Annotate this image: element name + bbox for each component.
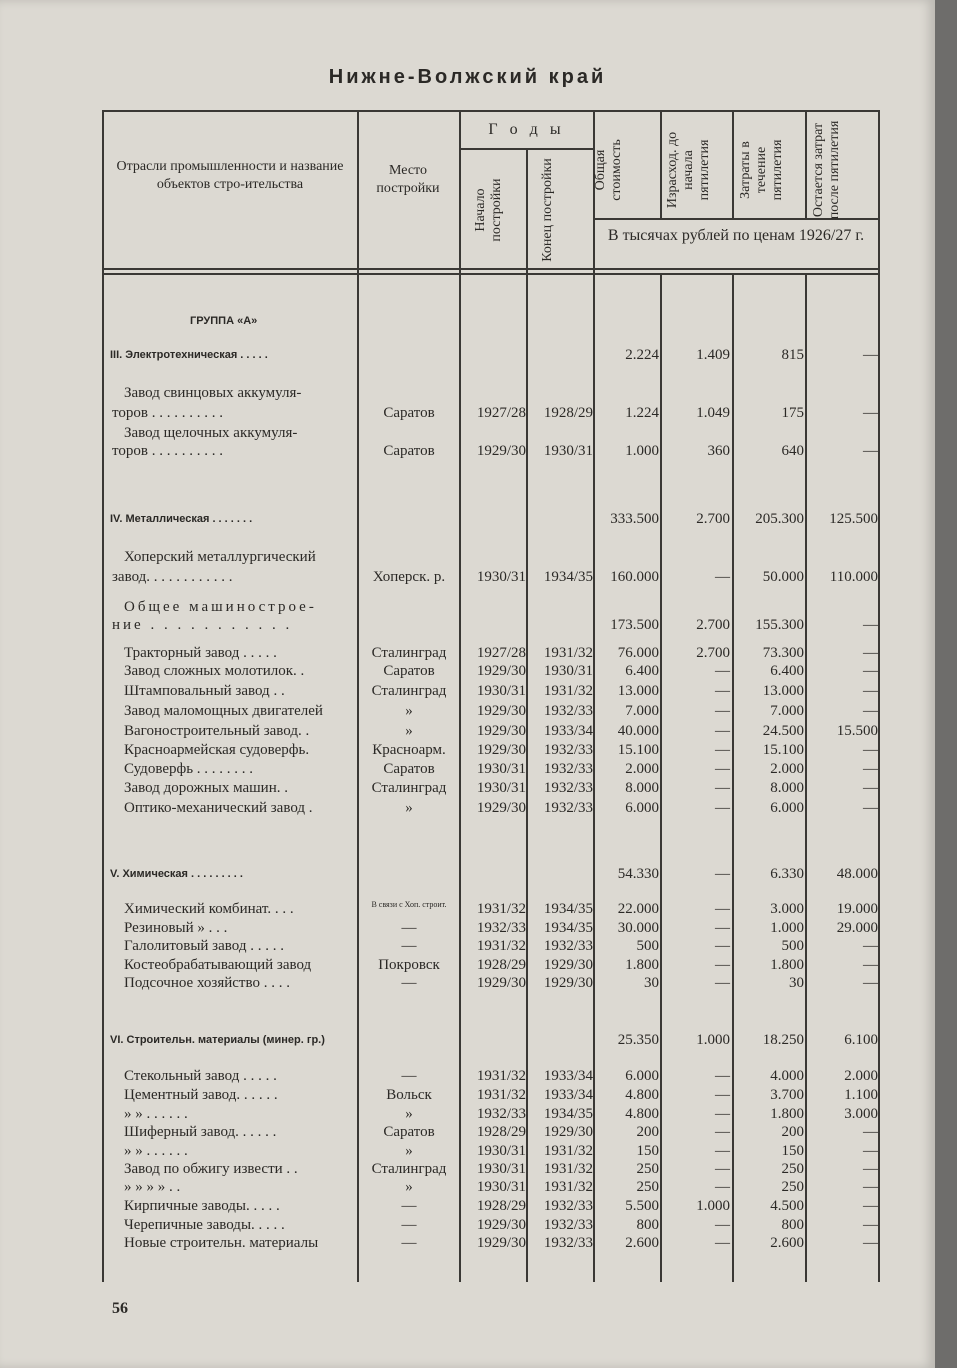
header-total: Общая стоимость xyxy=(593,139,625,201)
cell-after: — xyxy=(863,938,878,954)
cell-after: — xyxy=(863,957,878,973)
cell-end: 1932/33 xyxy=(543,1198,593,1214)
cell-start: 1932/33 xyxy=(476,1106,526,1122)
cell-name: Костеобрабатывающий завод xyxy=(124,957,312,973)
cell-name: III. Электротехническая . . . . . xyxy=(110,349,268,361)
cell-end: 1928/29 xyxy=(543,405,593,421)
cell-start: 1930/31 xyxy=(476,780,526,796)
cell-before: — xyxy=(715,901,730,917)
cell-before: — xyxy=(715,761,730,777)
cell-before: — xyxy=(715,1087,730,1103)
cell-after: 110.000 xyxy=(829,569,878,585)
cell-before: — xyxy=(715,683,730,699)
cell-place: — xyxy=(401,1068,417,1084)
cell-end: 1931/32 xyxy=(543,645,593,661)
cell-during: 3.700 xyxy=(770,1087,804,1103)
cell-total: 7.000 xyxy=(625,703,659,719)
cell-name: Цементный завод. . . . . . xyxy=(124,1087,278,1103)
cell-total: 13.000 xyxy=(617,683,659,699)
cell-before: — xyxy=(715,920,730,936)
cell-after: — xyxy=(863,1143,878,1159)
cell-name: Вагоностроительный завод. . xyxy=(124,723,310,739)
cell-after: — xyxy=(863,443,878,459)
cell-start: 1931/32 xyxy=(476,1087,526,1103)
cell-start: 1927/28 xyxy=(476,645,526,661)
cell-before: — xyxy=(715,866,730,882)
cell-after: — xyxy=(863,1124,878,1140)
cell-end: 1934/35 xyxy=(543,901,593,917)
cell-before: — xyxy=(715,800,730,816)
cell-during: 1.800 xyxy=(770,957,804,973)
cell-place: Сталинград xyxy=(371,645,447,661)
cell-name: завод. . . . . . . . . . . . xyxy=(112,569,233,585)
cell-place: » xyxy=(405,800,413,816)
cell-end: 1932/33 xyxy=(543,742,593,758)
cell-before: 1.000 xyxy=(696,1032,730,1048)
cell-before: 2.700 xyxy=(696,511,730,527)
cell-total: 8.000 xyxy=(625,780,659,796)
cell-place: » xyxy=(405,1106,413,1122)
cell-name: Завод щелочных аккумуля- xyxy=(124,425,298,441)
cell-place: Саратов xyxy=(383,405,435,421)
cell-total: 160.000 xyxy=(610,569,659,585)
table-top-rule xyxy=(102,110,878,112)
cell-name: Хоперский металлургический xyxy=(124,549,316,565)
cell-place: В связи с Хоп. строит. xyxy=(371,900,447,909)
page-title: Нижне-Волжский край xyxy=(328,66,607,88)
cell-before: — xyxy=(715,742,730,758)
cell-place: — xyxy=(401,1217,417,1233)
cell-after: 1.100 xyxy=(844,1087,878,1103)
cell-before: — xyxy=(715,780,730,796)
header-end: Конец постройки xyxy=(540,158,555,262)
cell-name: Завод сложных молотилок. . xyxy=(124,663,305,679)
cell-name: Завод по обжигу извести . . xyxy=(124,1161,298,1177)
cell-after: — xyxy=(863,742,878,758)
cell-name: IV. Металлическая . . . . . . . xyxy=(110,513,253,525)
cell-name: торов . . . . . . . . . . xyxy=(112,405,223,421)
cell-end: 1933/34 xyxy=(543,723,593,739)
cell-start: 1931/32 xyxy=(476,1068,526,1084)
cell-during: 7.000 xyxy=(770,703,804,719)
cell-end: 1929/30 xyxy=(543,975,593,991)
cell-total: 15.100 xyxy=(617,742,659,758)
cell-place: » xyxy=(405,1179,413,1195)
cell-name: Судоверфь . . . . . . . . xyxy=(124,761,254,777)
cell-name: Химический комбинат. . . . xyxy=(124,901,294,917)
cell-start: 1931/32 xyxy=(476,901,526,917)
cell-end: 1931/32 xyxy=(543,1161,593,1177)
cell-after: — xyxy=(863,1217,878,1233)
cell-name: Общее машинострое- xyxy=(124,599,317,615)
cell-after: — xyxy=(863,1179,878,1195)
cell-before: — xyxy=(715,663,730,679)
cell-during: 2.600 xyxy=(770,1235,804,1251)
cell-name: Оптико-механический завод . xyxy=(124,800,313,816)
header-bottom-rule-2 xyxy=(102,273,878,275)
header-after: Остается затрат после пятилетия xyxy=(811,120,843,220)
cell-before: 1.049 xyxy=(696,405,730,421)
cell-before: — xyxy=(715,938,730,954)
cell-place: — xyxy=(401,975,417,991)
cell-total: 30.000 xyxy=(617,920,659,936)
cell-name: торов . . . . . . . . . . xyxy=(112,443,223,459)
cell-after: 2.000 xyxy=(844,1068,878,1084)
page-number: 56 xyxy=(112,1300,128,1317)
cell-start: 1930/31 xyxy=(476,1161,526,1177)
cell-before: 1.409 xyxy=(696,347,730,363)
cell-total: 6.000 xyxy=(625,800,659,816)
cell-start: 1932/33 xyxy=(476,920,526,936)
cell-start: 1929/30 xyxy=(476,663,526,679)
cell-place: Покровск xyxy=(378,957,440,973)
cell-after: — xyxy=(863,1235,878,1251)
cell-place: Красноарм. xyxy=(372,742,446,758)
cell-name: Стекольный завод . . . . . xyxy=(124,1068,277,1084)
cell-start: 1930/31 xyxy=(476,761,526,777)
cell-start: 1929/30 xyxy=(476,1217,526,1233)
cell-during: 6.400 xyxy=(770,663,804,679)
cell-during: 50.000 xyxy=(762,569,804,585)
cell-place: Хоперск. р. xyxy=(372,569,446,585)
cell-place: Саратов xyxy=(383,443,435,459)
cell-after: — xyxy=(863,1161,878,1177)
cell-name: VI. Строительн. материалы (минер. гр.) xyxy=(110,1034,325,1046)
cell-during: 500 xyxy=(781,938,804,954)
cell-after: 19.000 xyxy=(836,901,878,917)
cell-after: — xyxy=(863,645,878,661)
cell-during: 4.000 xyxy=(770,1068,804,1084)
cell-after: — xyxy=(863,761,878,777)
header-branch: Отрасли промышленности и название объектов стро-ительства xyxy=(116,159,344,192)
cell-end: 1934/35 xyxy=(543,1106,593,1122)
cell-before: — xyxy=(715,957,730,973)
cell-during: 200 xyxy=(781,1124,804,1140)
cell-total: 1.000 xyxy=(625,443,659,459)
header-during: Затраты в течение пятилетия xyxy=(738,139,786,201)
cell-before: — xyxy=(715,569,730,585)
cell-before: — xyxy=(715,723,730,739)
cell-during: 175 xyxy=(781,405,804,421)
frame-left xyxy=(102,110,104,1282)
cell-before: 2.700 xyxy=(696,617,730,633)
cell-place: » xyxy=(405,723,413,739)
cell-total: 333.500 xyxy=(610,511,659,527)
cell-total: 30 xyxy=(644,975,659,991)
cell-total: 2.224 xyxy=(625,347,659,363)
cell-during: 250 xyxy=(781,1179,804,1195)
cell-start: 1930/31 xyxy=(476,569,526,585)
cell-during: 6.330 xyxy=(770,866,804,882)
cell-start: 1929/30 xyxy=(476,703,526,719)
cell-place: — xyxy=(401,938,417,954)
cell-after: — xyxy=(863,405,878,421)
cell-start: 1929/30 xyxy=(476,742,526,758)
cell-name: Завод маломощных двигателей xyxy=(124,703,323,719)
header-units: В тысячах рублей по ценам 1926/27 г. xyxy=(607,227,865,244)
cell-start: 1931/32 xyxy=(476,938,526,954)
cell-name: » » . . . . . . xyxy=(124,1106,188,1122)
cell-during: 250 xyxy=(781,1161,804,1177)
cell-end: 1932/33 xyxy=(543,703,593,719)
cell-during: 4.500 xyxy=(770,1198,804,1214)
cell-name: ГРУППА «А» xyxy=(190,315,258,327)
cell-during: 8.000 xyxy=(770,780,804,796)
cell-total: 6.000 xyxy=(625,1068,659,1084)
cell-place: Саратов xyxy=(383,1124,435,1140)
col-divider-before xyxy=(660,110,662,218)
cell-place: — xyxy=(401,1198,417,1214)
cell-after: — xyxy=(863,800,878,816)
cell-during: 24.500 xyxy=(762,723,804,739)
header-place: Место постройки xyxy=(376,163,440,196)
cell-during: 3.000 xyxy=(770,901,804,917)
cell-start: 1929/30 xyxy=(476,723,526,739)
cell-start: 1929/30 xyxy=(476,800,526,816)
cell-start: 1928/29 xyxy=(476,1198,526,1214)
cell-during: 155.300 xyxy=(755,617,804,633)
cell-after: — xyxy=(863,1198,878,1214)
cell-total: 5.500 xyxy=(625,1198,659,1214)
cell-place: Сталинград xyxy=(371,780,447,796)
cell-before: — xyxy=(715,1217,730,1233)
cell-end: 1930/31 xyxy=(543,443,593,459)
cell-end: 1932/33 xyxy=(543,761,593,777)
cell-total: 500 xyxy=(636,938,659,954)
cell-after: — xyxy=(863,663,878,679)
cell-name: Новые строительн. материалы xyxy=(124,1235,319,1251)
cell-place: — xyxy=(401,1235,417,1251)
cell-total: 4.800 xyxy=(625,1106,659,1122)
cell-place: Сталинград xyxy=(371,683,447,699)
cell-name: Подсочное хозяйство . . . . xyxy=(124,975,290,991)
cell-before: — xyxy=(715,1106,730,1122)
cell-name: Красноармейская судоверфь. xyxy=(124,742,310,758)
cell-total: 250 xyxy=(636,1161,659,1177)
cell-total: 25.350 xyxy=(617,1032,659,1048)
cell-place: — xyxy=(401,920,417,936)
cell-total: 173.500 xyxy=(610,617,659,633)
frame-right xyxy=(878,110,880,1282)
cell-total: 4.800 xyxy=(625,1087,659,1103)
cell-start: 1927/28 xyxy=(476,405,526,421)
cell-before: — xyxy=(715,1235,730,1251)
cell-place: Вольск xyxy=(386,1087,432,1103)
cell-start: 1928/29 xyxy=(476,1124,526,1140)
cell-total: 40.000 xyxy=(617,723,659,739)
col-divider-after xyxy=(805,110,807,218)
cell-end: 1933/34 xyxy=(543,1087,593,1103)
cell-during: 205.300 xyxy=(755,511,804,527)
cell-name: Тракторный завод . . . . . xyxy=(124,645,277,661)
cell-during: 815 xyxy=(781,347,804,363)
cell-after: 48.000 xyxy=(836,866,878,882)
cell-after: — xyxy=(863,347,878,363)
cell-start: 1930/31 xyxy=(476,1143,526,1159)
cell-end: 1930/31 xyxy=(543,663,593,679)
cell-during: 2.000 xyxy=(770,761,804,777)
cell-before: 1.000 xyxy=(696,1198,730,1214)
header-start: Начало постройки xyxy=(473,178,505,242)
cell-end: 1932/33 xyxy=(543,1217,593,1233)
cell-end: 1929/30 xyxy=(543,957,593,973)
cell-end: 1932/33 xyxy=(543,800,593,816)
cell-name: Завод дорожных машин. . xyxy=(124,780,288,796)
cell-start: 1929/30 xyxy=(476,1235,526,1251)
cell-total: 1.224 xyxy=(625,405,659,421)
cell-before: — xyxy=(715,1068,730,1084)
cell-name: Резиновый » . . . xyxy=(124,920,228,936)
cell-during: 640 xyxy=(781,443,804,459)
cell-total: 76.000 xyxy=(617,645,659,661)
cell-name: ние . . . . . . . . . . . xyxy=(112,617,293,633)
cell-end: 1932/33 xyxy=(543,780,593,796)
cell-total: 150 xyxy=(636,1143,659,1159)
cell-end: 1933/34 xyxy=(543,1068,593,1084)
cell-total: 200 xyxy=(636,1124,659,1140)
cell-name: Завод свинцовых аккумуля- xyxy=(124,385,302,401)
cell-start: 1930/31 xyxy=(476,1179,526,1195)
cell-total: 6.400 xyxy=(625,663,659,679)
cell-total: 2.600 xyxy=(625,1235,659,1251)
cell-end: 1934/35 xyxy=(543,569,593,585)
cell-during: 6.000 xyxy=(770,800,804,816)
header-before: Израсход. до начала пятилетия xyxy=(665,131,713,209)
cell-name: Штамповальный завод . . xyxy=(124,683,285,699)
cell-end: 1934/35 xyxy=(543,920,593,936)
cell-name: Галолитовый завод . . . . . xyxy=(124,938,284,954)
cell-after: — xyxy=(863,975,878,991)
cell-total: 2.000 xyxy=(625,761,659,777)
cell-after: — xyxy=(863,617,878,633)
cell-name: » » » » . . xyxy=(124,1179,181,1195)
cell-place: Саратов xyxy=(383,761,435,777)
cell-start: 1928/29 xyxy=(476,957,526,973)
cell-place: » xyxy=(405,703,413,719)
cell-total: 250 xyxy=(636,1179,659,1195)
header-years: Г о д ы xyxy=(488,121,565,138)
header-bottom-rule xyxy=(102,268,878,270)
cell-before: 360 xyxy=(707,443,730,459)
cell-after: 15.500 xyxy=(836,723,878,739)
cell-total: 1.800 xyxy=(625,957,659,973)
cell-end: 1931/32 xyxy=(543,1179,593,1195)
cell-name: » » . . . . . . xyxy=(124,1143,188,1159)
cell-after: 29.000 xyxy=(836,920,878,936)
cell-after: — xyxy=(863,683,878,699)
cell-before: — xyxy=(715,1179,730,1195)
cell-before: — xyxy=(715,1161,730,1177)
cell-name: Шиферный завод. . . . . . xyxy=(124,1124,277,1140)
cell-start: 1930/31 xyxy=(476,683,526,699)
cell-after: — xyxy=(863,780,878,796)
cell-during: 150 xyxy=(781,1143,804,1159)
cell-during: 73.300 xyxy=(762,645,804,661)
cell-end: 1932/33 xyxy=(543,1235,593,1251)
cell-during: 18.250 xyxy=(762,1032,804,1048)
cell-end: 1929/30 xyxy=(543,1124,593,1140)
cell-during: 1.000 xyxy=(770,920,804,936)
cell-start: 1929/30 xyxy=(476,443,526,459)
cell-name: Черепичные заводы. . . . . xyxy=(124,1217,285,1233)
cell-place: Сталинград xyxy=(371,1161,447,1177)
cell-total: 54.330 xyxy=(617,866,659,882)
cell-name: Кирпичные заводы. . . . . xyxy=(124,1198,280,1214)
cell-total: 22.000 xyxy=(617,901,659,917)
cell-after: 125.500 xyxy=(829,511,878,527)
cell-during: 800 xyxy=(781,1217,804,1233)
cell-place: » xyxy=(405,1143,413,1159)
cell-before: 2.700 xyxy=(696,645,730,661)
cell-during: 15.100 xyxy=(762,742,804,758)
cell-during: 13.000 xyxy=(762,683,804,699)
cell-before: — xyxy=(715,975,730,991)
col-divider-during xyxy=(732,110,734,218)
cell-after: 6.100 xyxy=(844,1032,878,1048)
cell-end: 1931/32 xyxy=(543,1143,593,1159)
cell-before: — xyxy=(715,1124,730,1140)
cell-total: 800 xyxy=(636,1217,659,1233)
cell-before: — xyxy=(715,1143,730,1159)
cell-start: 1929/30 xyxy=(476,975,526,991)
cell-after: 3.000 xyxy=(844,1106,878,1122)
cell-name: V. Химическая . . . . . . . . . xyxy=(110,868,243,880)
cell-before: — xyxy=(715,703,730,719)
cell-end: 1932/33 xyxy=(543,938,593,954)
cell-place: Саратов xyxy=(383,663,435,679)
cell-during: 30 xyxy=(789,975,804,991)
cell-end: 1931/32 xyxy=(543,683,593,699)
cell-after: — xyxy=(863,703,878,719)
cell-during: 1.800 xyxy=(770,1106,804,1122)
